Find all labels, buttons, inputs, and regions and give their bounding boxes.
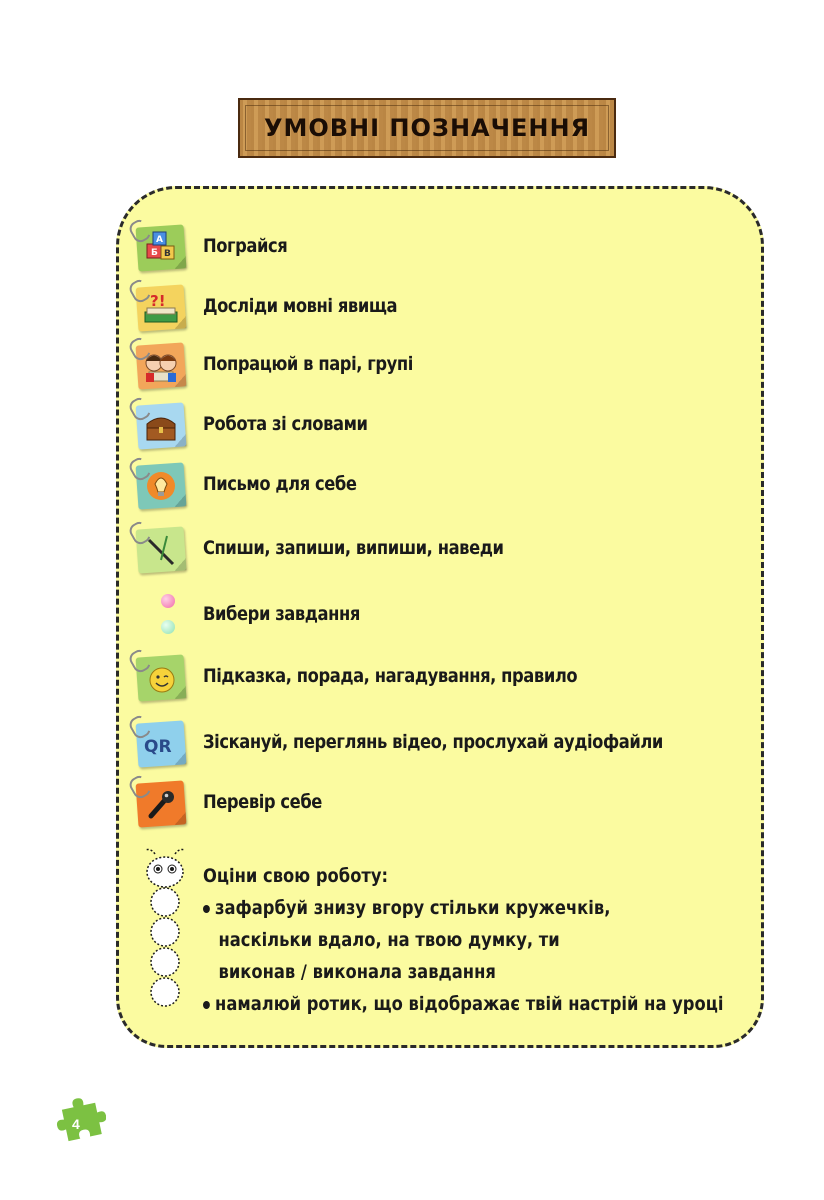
microphone-icon xyxy=(131,776,187,828)
legend-item-play xyxy=(131,220,301,272)
rating-instructions xyxy=(203,860,723,1020)
legend-label: Попрацюй в парі, групі xyxy=(203,353,413,375)
svg-text:?!: ?! xyxy=(150,292,166,310)
two-children-icon xyxy=(131,338,187,390)
legend-item-scan xyxy=(131,716,738,768)
page-number: 4 xyxy=(72,1116,80,1132)
legend-label: Пограйся xyxy=(203,235,288,257)
legend-item-writing xyxy=(131,458,382,510)
legend-item-choose-task xyxy=(131,588,385,640)
legend-item-copy-write xyxy=(131,522,552,574)
rating-heading: Оціни свою роботу: xyxy=(203,865,389,887)
rating-line-3: виконав / виконала завдання xyxy=(218,961,496,983)
legend-item-hint xyxy=(131,650,638,702)
smiley-icon xyxy=(131,650,187,702)
puzzle-piece-icon xyxy=(56,1092,106,1142)
title-plaque xyxy=(238,98,616,158)
legend-label: Спиши, запиши, випиши, наведи xyxy=(203,537,504,559)
legend-label: Перевір себе xyxy=(203,791,322,813)
legend-item-explore xyxy=(131,280,429,332)
qr-icon xyxy=(131,716,187,768)
svg-text:QR: QR xyxy=(144,737,172,757)
rating-bullet-2: намалюй ротик, що відображає твій настрій на уроці xyxy=(203,988,723,1020)
legend-label: Досліди мовні явища xyxy=(203,295,398,317)
choice-dots-icon xyxy=(131,588,187,640)
treasure-chest-icon xyxy=(131,398,187,450)
legend-item-pair-work xyxy=(131,338,447,390)
svg-text:Б: Б xyxy=(151,248,158,258)
light-bulb-icon xyxy=(131,458,187,510)
page-title: УМОВНІ ПОЗНАЧЕННЯ xyxy=(263,114,591,142)
legend-label: Вибери завдання xyxy=(203,603,360,625)
legend-label: Зіскануй, переглянь відео, прослухай аудіофайли xyxy=(203,731,663,753)
rating-line-2: наскільки вдало, на твою думку, ти xyxy=(218,929,560,951)
svg-text:А: А xyxy=(156,235,163,245)
pencil-icon xyxy=(131,522,187,574)
legend-label: Підказка, порада, нагадування, правило xyxy=(203,665,578,687)
caterpillar-rating-icon xyxy=(135,846,195,1026)
legend-item-self-check xyxy=(131,776,341,828)
legend-item-words xyxy=(131,398,394,450)
legend-label: Робота зі словами xyxy=(203,413,368,435)
legend-label: Письмо для себе xyxy=(203,473,357,495)
book-question-icon xyxy=(131,280,187,332)
rating-bullet-1: зафарбуй знизу вгору стільки кружечків, xyxy=(203,892,723,924)
abc-blocks-icon xyxy=(131,220,187,272)
svg-text:В: В xyxy=(164,249,171,259)
